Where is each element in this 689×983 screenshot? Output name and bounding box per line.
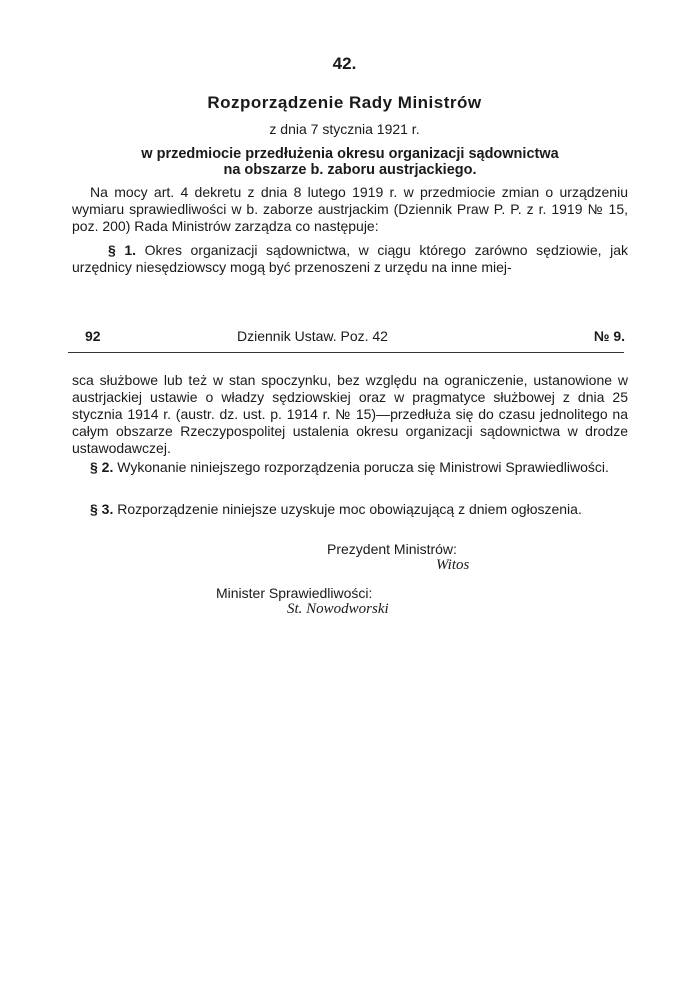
subject-line-1: w przedmiocie przedłużenia okresu organizacji sądownictwa (141, 146, 559, 162)
section-1-text: Okres organizacji sądownictwa, w ciągu którego zarówno sędziowie, jak urzędnicy niesędziowscy mogą być przenoszeni z urzędu na inne miej- (72, 242, 628, 275)
subject-line-2: na obszarze b. zaboru austrjackiego. (223, 162, 477, 178)
president-label: Prezydent Ministrów: (327, 541, 457, 557)
document-date: z dnia 7 stycznia 1921 r. (269, 121, 420, 137)
minister-label: Minister Sprawiedliwości: (216, 585, 373, 601)
intro-paragraph: Na mocy art. 4 dekretu z dnia 8 lutego 1919 r. w przedmiocie zmian o urządzeniu wymiaru sprawiedliwości w b. zaborze austrjackim (Dziennik Praw P. P. z r. 1919 № 15, poz. 200) Rada Ministrów zarządza co następuje: (72, 184, 628, 234)
section-1-mark: § 1. (108, 242, 137, 258)
section-2-paragraph (72, 459, 628, 476)
section-1-paragraph (72, 242, 628, 276)
section-2-text: Wykonanie niniejszego rozporządzenia porucza się Ministrowi Sprawiedliwości. (117, 459, 609, 475)
section-2-mark: § 2. (90, 459, 114, 475)
header-divider (68, 352, 624, 353)
minister-signature: St. Nowodworski (287, 601, 389, 617)
page-header-title: Dziennik Ustaw. Poz. 42 (237, 328, 388, 344)
section-3-mark: § 3. (90, 501, 114, 517)
section-3-paragraph (72, 501, 628, 518)
page-header-number: 92 (85, 328, 101, 344)
section-3-text: Rozporządzenie niniejsze uzyskuje moc obowiązującą z dniem ogłoszenia. (117, 501, 582, 517)
document-subject (80, 146, 620, 178)
section-1-continued: sca służbowe lub też w stan spoczynku, bez względu na ograniczenie, ustanowione w austrjackiej ustawie o władzy sędziowskiej oraz w pragmatyce służbowej z dnia 25 stycznia 1914 r. (austr. dz. ust. p. 1914 r. № 15)—przedłuża się do czasu jednolitego na całym obszarze Rzeczypospolitej ustalenia okresu organizacji sądownictwa w drodze ustawodawczej. (72, 372, 628, 456)
document-title: Rozporządzenie Rady Ministrów (207, 93, 482, 112)
page-header-issue: № 9. (593, 328, 625, 344)
president-signature: Witos (436, 557, 470, 573)
act-number: 42. (332, 54, 357, 73)
